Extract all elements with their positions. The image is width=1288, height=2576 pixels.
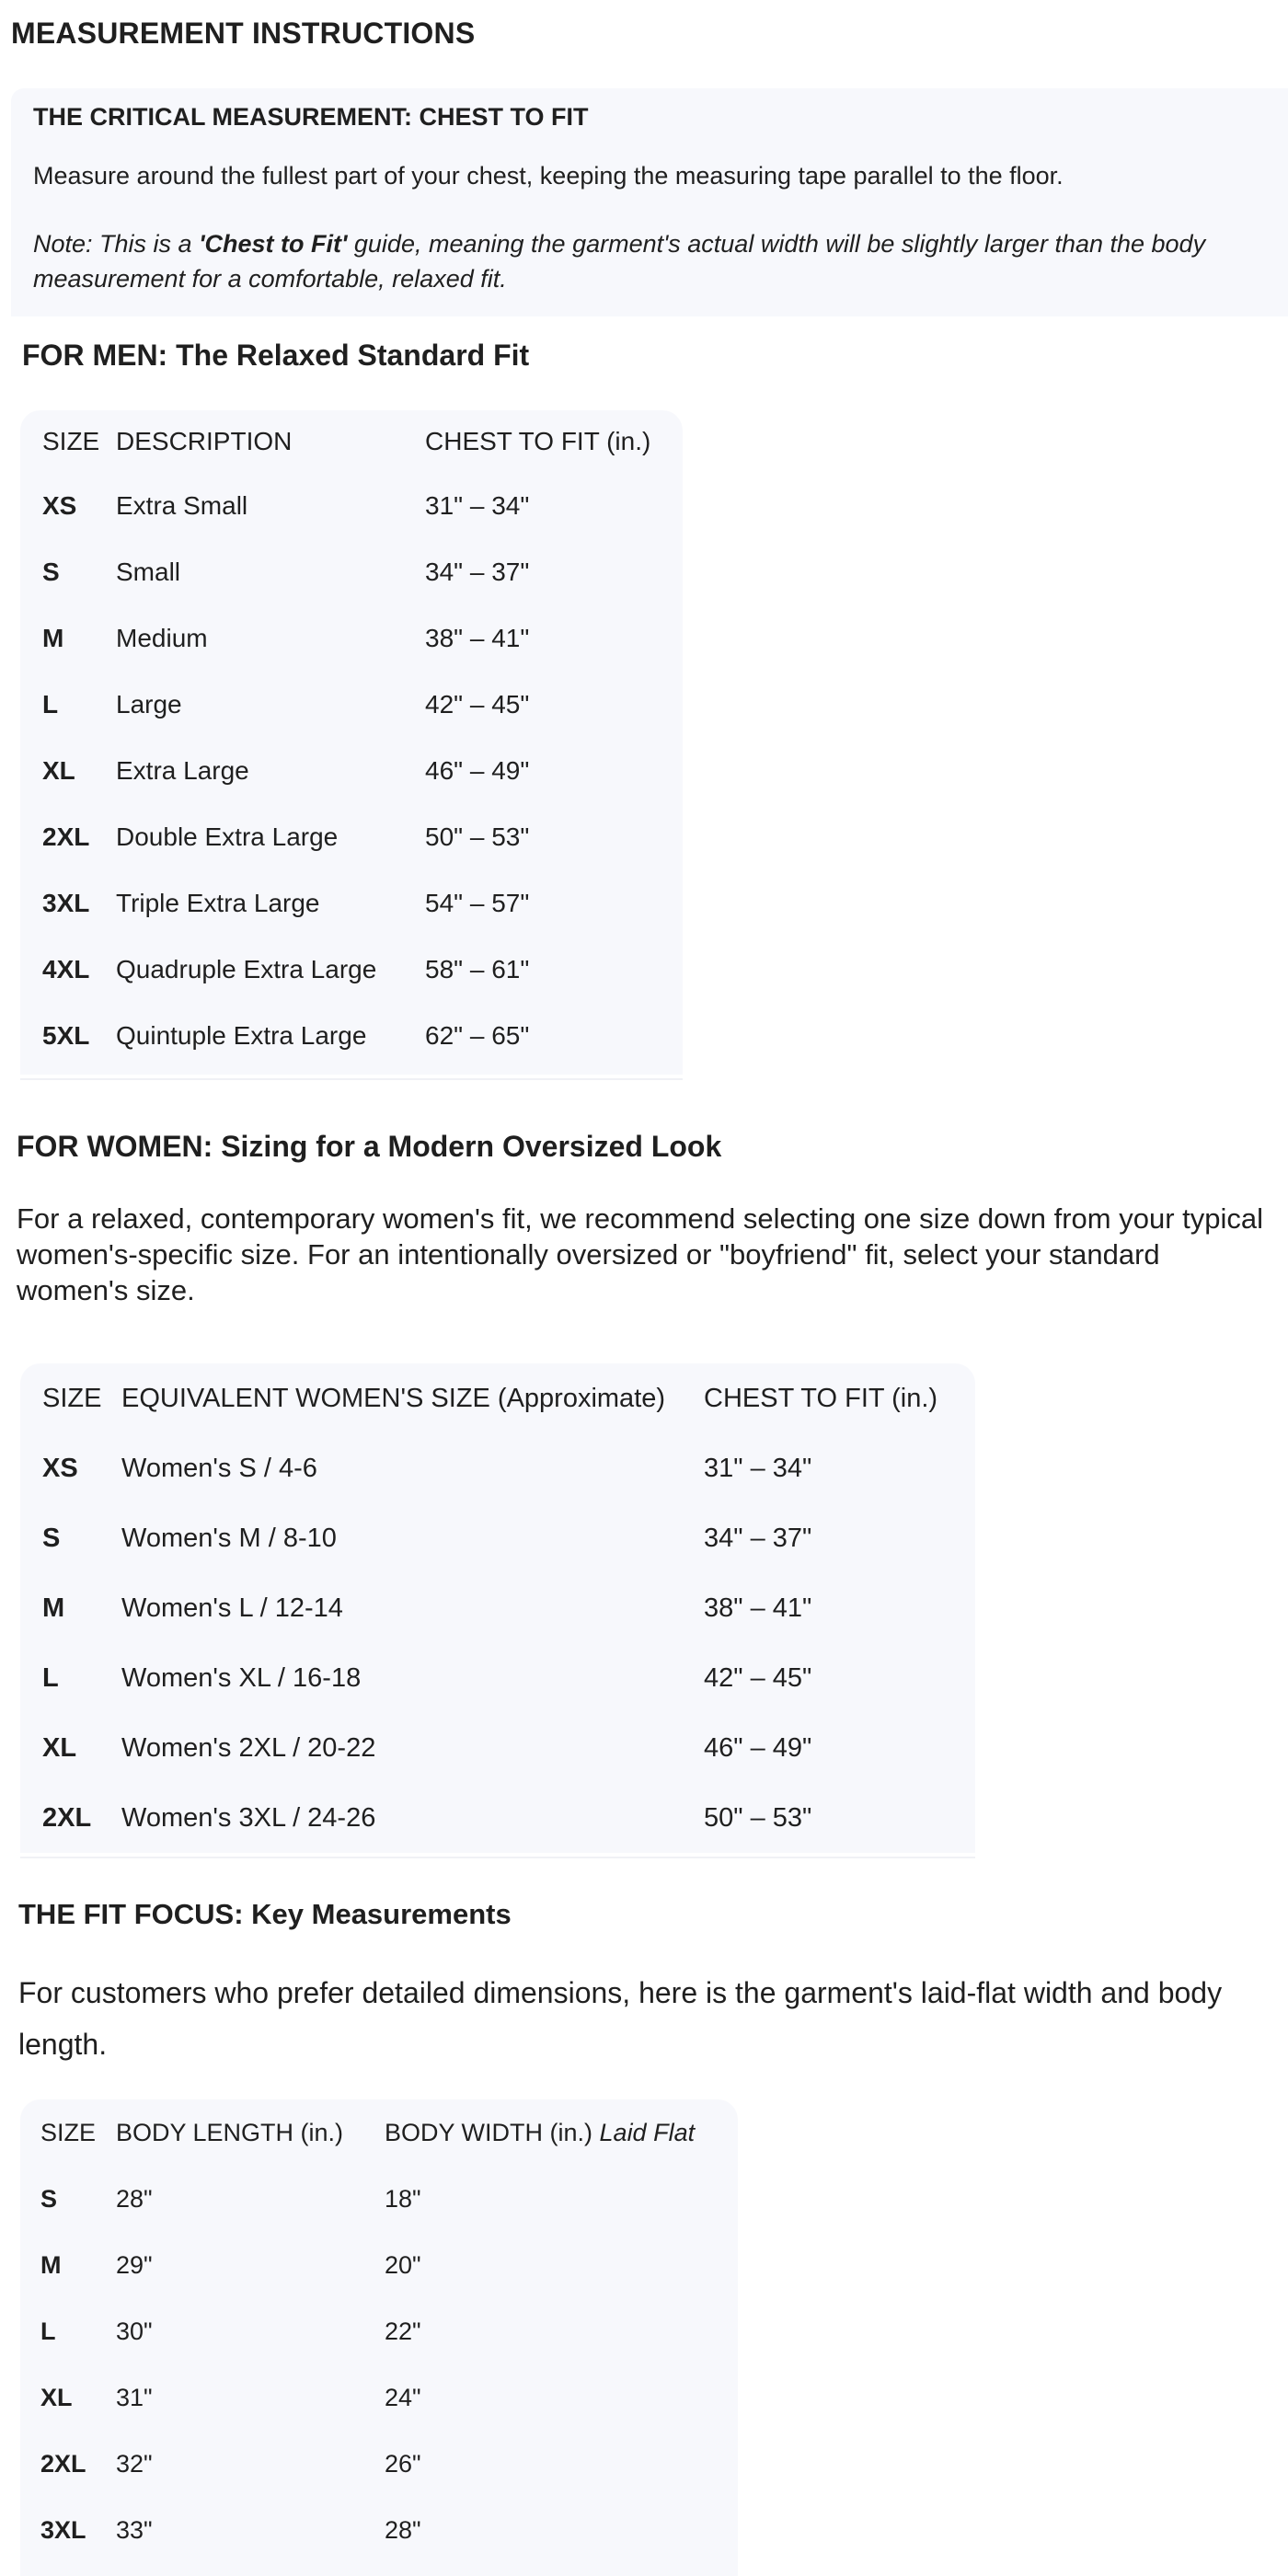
size-label: XS <box>42 1453 78 1483</box>
women-section-heading: FOR WOMEN: Sizing for a Modern Oversized Look <box>17 1130 722 1163</box>
chest-range: 50" – 53" <box>704 1802 812 1833</box>
chest-range: 50" – 53" <box>425 822 530 851</box>
size-description: Triple Extra Large <box>116 889 320 917</box>
chest-range: 54" – 57" <box>425 889 530 917</box>
size-label: 2XL <box>42 822 90 851</box>
divider <box>20 1857 975 1858</box>
body-length: 33" <box>116 2515 153 2544</box>
table-row <box>20 672 683 738</box>
chest-range: 31" – 34" <box>704 1453 812 1483</box>
table-row <box>20 2232 738 2298</box>
women-size-table <box>20 1363 975 1853</box>
size-description: Medium <box>116 624 208 652</box>
equivalent-size: Women's L / 12-14 <box>121 1593 343 1623</box>
table-row <box>20 1573 975 1643</box>
body-length: 30" <box>116 2317 153 2345</box>
fit-table-header-row <box>20 2099 738 2166</box>
size-description: Quadruple Extra Large <box>116 955 377 983</box>
size-label: XL <box>42 1732 77 1763</box>
fit-header-width-label: BODY WIDTH (in.) <box>385 2118 593 2146</box>
table-row <box>20 2497 738 2563</box>
body-width: 24" <box>385 2383 421 2411</box>
chest-range: 58" – 61" <box>425 955 530 983</box>
size-label: S <box>40 2184 58 2213</box>
size-label: L <box>42 1662 59 1693</box>
chest-to-fit-note <box>33 226 1266 296</box>
size-label: 3XL <box>42 889 90 917</box>
chest-range: 38" – 41" <box>704 1593 812 1623</box>
size-description: Quintuple Extra Large <box>116 1021 367 1050</box>
size-label: 3XL <box>40 2515 86 2544</box>
men-header-size: SIZE <box>42 427 100 455</box>
size-description: Double Extra Large <box>116 822 339 851</box>
body-width: 18" <box>385 2184 421 2213</box>
fit-measurement-table <box>20 2099 738 2563</box>
women-sizing-intro: For a relaxed, contemporary women's fit, we recommend selecting one size down from your typical women's-specific size. For an intentionally oversized or "boyfriend" fit, select your standard women's size. <box>17 1202 1263 1306</box>
fit-header-width <box>385 2099 738 2166</box>
table-row <box>20 2298 738 2364</box>
men-section-heading: FOR MEN: The Relaxed Standard Fit <box>22 339 530 372</box>
body-width: 26" <box>385 2449 421 2478</box>
table-row <box>20 870 683 937</box>
women-header-size: SIZE <box>42 1383 102 1413</box>
table-row <box>20 1003 683 1069</box>
body-length: 28" <box>116 2184 153 2213</box>
critical-measurement-text: Measure around the fullest part of your chest, keeping the measuring tape parallel to the floor. <box>33 162 1064 190</box>
fit-focus-intro: For customers who prefer detailed dimensions, here is the garment's laid-flat width and body length. <box>18 1976 1223 2061</box>
table-row <box>20 1643 975 1713</box>
fit-measurement-table-card <box>20 2099 738 2576</box>
body-width: 20" <box>385 2250 421 2279</box>
size-label: XS <box>42 491 77 520</box>
chest-range: 62" – 65" <box>425 1021 530 1050</box>
size-label: 5XL <box>42 1021 90 1050</box>
note-prefix: Note: This is a <box>33 230 200 258</box>
women-table-header-row <box>20 1363 975 1433</box>
table-row <box>20 539 683 605</box>
table-row <box>20 1713 975 1783</box>
page-title: MEASUREMENT INSTRUCTIONS <box>11 17 476 50</box>
size-label: M <box>42 1593 65 1623</box>
men-header-description: DESCRIPTION <box>116 427 293 455</box>
table-row <box>20 937 683 1003</box>
body-width: 28" <box>385 2515 421 2544</box>
table-row <box>20 1503 975 1573</box>
chest-range: 34" – 37" <box>425 558 530 586</box>
size-description: Extra Small <box>116 491 248 520</box>
men-header-chest: CHEST TO FIT (in.) <box>425 427 651 455</box>
table-row <box>20 605 683 672</box>
size-description: Large <box>116 690 182 719</box>
chest-range: 42" – 45" <box>704 1662 812 1693</box>
fit-header-length: BODY LENGTH (in.) <box>116 2118 344 2146</box>
women-header-chest: CHEST TO FIT (in.) <box>704 1383 938 1413</box>
fit-header-size: SIZE <box>40 2118 97 2146</box>
fit-section-heading: THE FIT FOCUS: Key Measurements <box>18 1898 512 1930</box>
chest-range: 46" – 49" <box>425 756 530 785</box>
chest-range: 38" – 41" <box>425 624 530 652</box>
table-row <box>20 473 683 539</box>
equivalent-size: Women's S / 4-6 <box>121 1453 317 1483</box>
size-label: XL <box>42 756 75 785</box>
size-label: 2XL <box>42 1802 92 1833</box>
table-row <box>20 2364 738 2431</box>
size-label: S <box>42 1523 61 1553</box>
critical-measurement-box <box>11 88 1288 316</box>
size-label: M <box>42 624 64 652</box>
body-length: 29" <box>116 2250 153 2279</box>
size-description: Extra Large <box>116 756 249 785</box>
size-label: S <box>42 558 60 586</box>
size-label: L <box>40 2317 56 2345</box>
equivalent-size: Women's 2XL / 20-22 <box>121 1732 376 1763</box>
chest-range: 31" – 34" <box>425 491 530 520</box>
table-row <box>20 2166 738 2232</box>
body-width: 22" <box>385 2317 421 2345</box>
size-label: M <box>40 2250 62 2279</box>
size-label: XL <box>40 2383 73 2411</box>
body-length: 32" <box>116 2449 153 2478</box>
note-suffix: guide, meaning the garment's actual width will be slightly larger than the body measurement for a comfortable, relaxed fit. <box>33 230 1206 293</box>
size-description: Small <box>116 558 181 586</box>
women-header-equivalent: EQUIVALENT WOMEN'S SIZE (Approximate) <box>121 1383 666 1413</box>
equivalent-size: Women's 3XL / 24-26 <box>121 1802 376 1833</box>
size-label: L <box>42 690 59 719</box>
table-row <box>20 738 683 804</box>
chest-range: 46" – 49" <box>704 1732 812 1763</box>
equivalent-size: Women's M / 8-10 <box>121 1523 337 1553</box>
divider <box>20 1078 683 1080</box>
chest-range: 34" – 37" <box>704 1523 812 1553</box>
size-label: 4XL <box>42 955 90 983</box>
table-row <box>20 804 683 870</box>
critical-measurement-heading: THE CRITICAL MEASUREMENT: CHEST TO FIT <box>33 103 589 131</box>
men-size-table-card <box>20 410 683 1075</box>
fit-header-width-note: Laid Flat <box>599 2118 696 2146</box>
size-label: 2XL <box>40 2449 86 2478</box>
table-row <box>20 1783 975 1853</box>
women-size-table-card <box>20 1363 975 1853</box>
chest-range: 42" – 45" <box>425 690 530 719</box>
men-size-table <box>20 410 683 1069</box>
note-emphasis: 'Chest to Fit' <box>199 230 348 258</box>
table-row <box>20 2431 738 2497</box>
men-table-header-row <box>20 410 683 473</box>
table-row <box>20 1433 975 1503</box>
body-length: 31" <box>116 2383 153 2411</box>
equivalent-size: Women's XL / 16-18 <box>121 1662 362 1693</box>
